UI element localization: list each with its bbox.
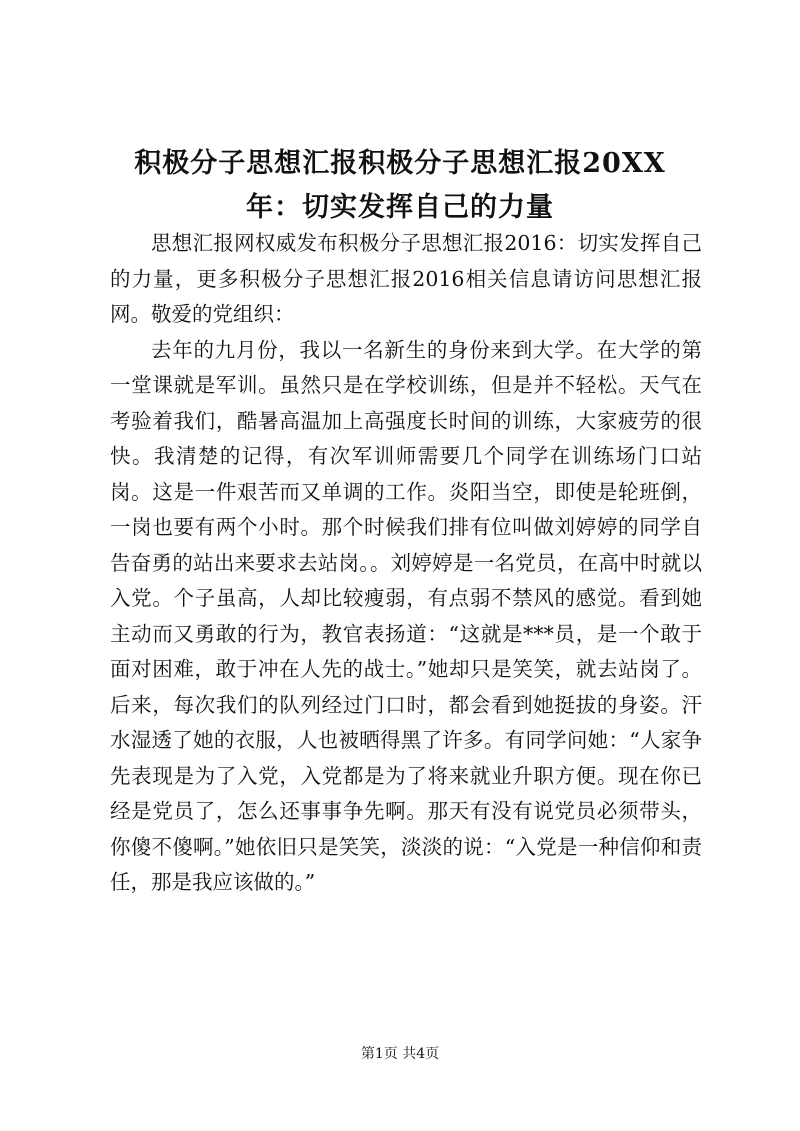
- page-number-footer: 第1页 共4页: [360, 1046, 440, 1062]
- document-body: [110, 226, 702, 901]
- document-title: 积极分子思想汇报积极分子思想汇报20XX年：切实发挥自己的力量: [134, 148, 666, 223]
- main-paragraph: 去年的九月份，我以一名新生的身份来到大学。在大学的第一堂课就是军训。虽然只是在学校训练，但是并不轻松。天气在考验着我们，酷暑高温加上高强度长时间的训练，大家疲劳的很快。我清楚的记得，有次军训师需要几个同学在训练场门口站岗。这是一件艰苦而又单调的工作。炎阳当空，即使是轮班倒，一岗也要有两个小时。那个时候我们排有位叫做刘婷婷的同学自告奋勇的站出来要求去站岗。。刘婷婷是一名党员，在高中时就以入党。个子虽高，人却比较瘦弱，有点弱不禁风的感觉。看到她主动而又勇敢的行为，教官表扬道：“这就是***员，是一个敢于面对困难，敢于冲在人先的战士。”她却只是笑笑，就去站岗了。后来，每次我们的队列经过门口时，都会看到她挺拔的身姿。汗水湿透了她的衣服，人也被晒得黑了许多。有同学问她：“人家争先表现是为了入党，入党都是为了将来就业升职方便。现在你已经是党员了，怎么还事事争先啊。那天有没有说党员必须带头，你傻不傻啊。”她依旧只是笑笑，淡淡的说：“入党是一种信仰和责任，那是我应该做的。”: [110, 337, 702, 894]
- intro-paragraph: 思想汇报网权威发布积极分子思想汇报2016：切实发挥自己的力量，更多积极分子思想汇报2016相关信息请访问思想汇报网。敬爱的党组织：: [110, 231, 702, 326]
